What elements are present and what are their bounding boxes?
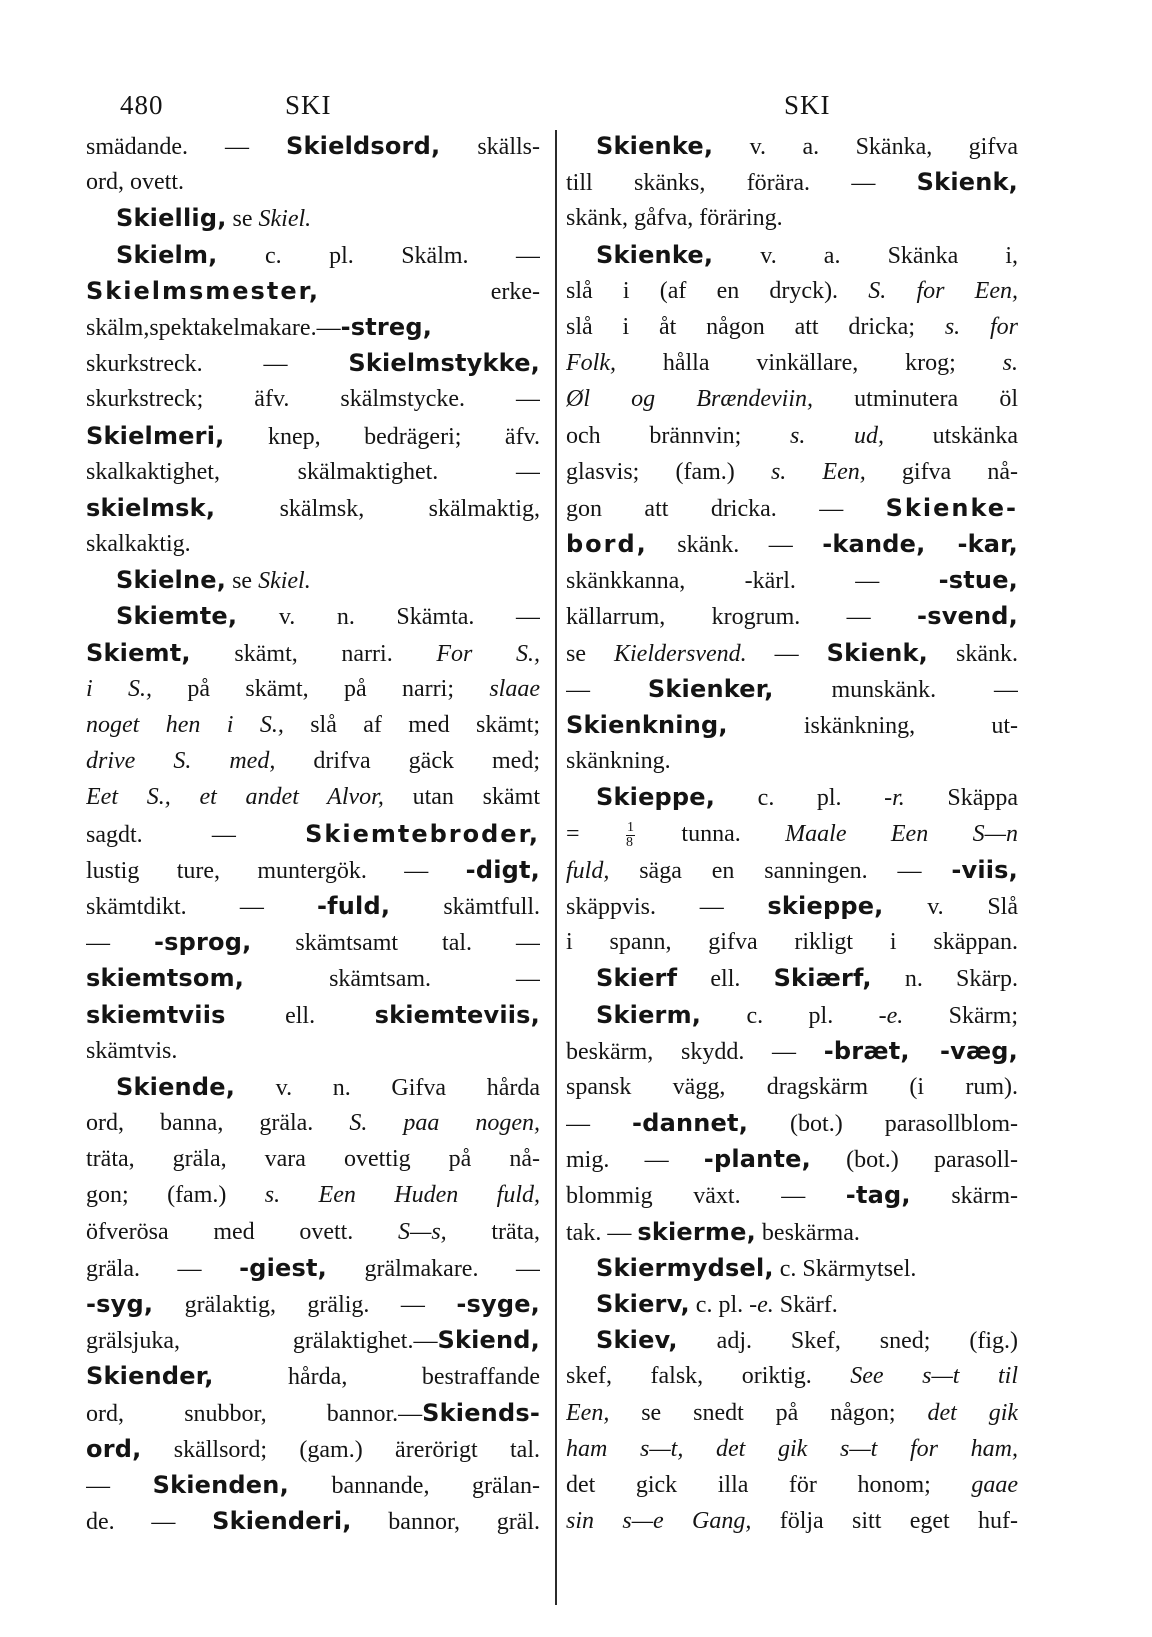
text-line: Skielm, c. pl. Skälm. — bbox=[116, 240, 540, 269]
text-line: Skiellig, se Skiel. bbox=[116, 204, 312, 233]
text-line: skurkstreck. — Skielmstykke, bbox=[86, 349, 540, 378]
text-line: Skielne, se Skiel. bbox=[116, 566, 311, 595]
text-line: -syg, grälaktig, grälig. — -syge, bbox=[86, 1290, 540, 1318]
text-line: Skielmeri, knep, bedrägeri; äfv. bbox=[86, 421, 540, 450]
text-line: skalkaktig. bbox=[86, 531, 191, 558]
text-line: grälsjuka, grälaktighet.—Skiend, bbox=[86, 1326, 540, 1355]
text-line: Skienke, v. a. Skänka i, bbox=[596, 240, 1018, 269]
text-line: tak. — skierme, beskärma. bbox=[566, 1217, 860, 1246]
text-line: i spann, gifva rikligt i skäppan. bbox=[566, 929, 1018, 956]
text-line: skämtvis. bbox=[86, 1037, 178, 1064]
text-line: Eet S., et andet Alvor, utan skämt bbox=[86, 784, 540, 811]
text-line: Folk, hålla vinkällare, krog; s. bbox=[566, 350, 1018, 377]
text-line: skänkning. bbox=[566, 748, 671, 775]
text-line: lustig ture, muntergök. — -digt, bbox=[86, 855, 540, 884]
text-line: slå i (af en dryck). S. for Een, bbox=[566, 277, 1018, 304]
text-line: fuld, säga en sanningen. — -viis, bbox=[566, 855, 1018, 884]
right-column bbox=[566, 128, 1018, 1539]
text-line: — Skienker, munskänk. — bbox=[566, 674, 1018, 703]
text-line: ord, skällsord; (gam.) ärerörigt tal. bbox=[86, 1434, 540, 1463]
text-line: Skienke, v. a. Skänka, gifva bbox=[596, 132, 1018, 160]
running-head-left: SKI bbox=[285, 90, 332, 120]
text-line: — -dannet, (bot.) parasollblom- bbox=[566, 1109, 1018, 1138]
text-line: ord, snubbor, bannor.—Skiends- bbox=[86, 1398, 540, 1427]
text-line: spansk vägg, dragskärm (i rum). bbox=[566, 1073, 1018, 1100]
text-line: = $\frac{1}{8}$ tunna. Maale Een S—n bbox=[566, 819, 1018, 850]
text-line: Skierf ell. Skiærf, n. Skärp. bbox=[596, 964, 1018, 993]
text-line: mig. — -plante, (bot.) parasoll- bbox=[566, 1145, 1018, 1174]
text-line: gon; (fam.) s. Een Huden fuld, bbox=[86, 1182, 540, 1209]
text-line: de. — Skienderi, bannor, gräl. bbox=[86, 1507, 540, 1536]
text-line: blommig växt. — -tag, skärm- bbox=[566, 1181, 1018, 1210]
text-line: skiemtsom, skämtsam. — bbox=[86, 964, 540, 993]
text-line: skurkstreck; äfv. skälmstycke. — bbox=[86, 386, 540, 413]
text-line: smädande. — Skieldsord, skälls- bbox=[86, 132, 540, 160]
text-line: skänk, gåfva, föräring. bbox=[566, 205, 783, 232]
text-line: Skiende, v. n. Gifva hårda bbox=[116, 1072, 540, 1101]
text-line: skänkkanna, -kärl. — -stue, bbox=[566, 566, 1018, 595]
text-line: sin s—e Gang, följa sitt eget huf- bbox=[566, 1508, 1018, 1535]
text-line: ham s—t, det gik s—t for ham, bbox=[566, 1435, 1018, 1462]
text-line: bord, skänk. — -kande, -kar, bbox=[566, 530, 1018, 559]
text-line: Skiemt, skämt, narri. For S., bbox=[86, 638, 540, 667]
text-line: noget hen i S., slå af med skämt; bbox=[86, 712, 540, 738]
text-line: sagdt. — Skiemtebroder, bbox=[86, 819, 540, 848]
text-line: Øl og Brændeviin, utminutera öl bbox=[566, 386, 1018, 413]
text-line: i S., på skämt, på narri; slaae bbox=[86, 675, 540, 702]
text-line: slå i åt någon att dricka; s. for bbox=[566, 313, 1018, 340]
running-head-right: SKI bbox=[784, 90, 831, 120]
text-line: skiemtviis ell. skiemteviis, bbox=[86, 1000, 540, 1029]
text-line: se Kieldersvend. — Skienk, skänk. bbox=[566, 638, 1018, 667]
text-line: — Skienden, bannande, grälan- bbox=[86, 1470, 540, 1499]
text-line: Skielmsmester, erke- bbox=[86, 276, 540, 305]
one-eighth-fraction: $\frac{1}{8}$ bbox=[625, 819, 634, 850]
text-line: Skieppe, c. pl. -r. Skäppa bbox=[596, 783, 1018, 812]
text-line: det gick illa för honom; gaae bbox=[566, 1471, 1018, 1498]
text-line: glasvis; (fam.) s. Een, gifva nå- bbox=[566, 458, 1018, 485]
text-line: skielmsk, skälmsk, skälmaktig, bbox=[86, 493, 540, 522]
text-line: till skänks, förära. — Skienk, bbox=[566, 168, 1018, 197]
text-line: skef, falsk, oriktig. See s—t til bbox=[566, 1363, 1018, 1390]
text-line: Skiermydsel, c. Skärmytsel. bbox=[596, 1253, 917, 1282]
column-divider bbox=[555, 130, 557, 1605]
text-line: öfverösa med ovett. S—s, träta, bbox=[86, 1218, 540, 1245]
text-line: källarrum, krogrum. — -svend, bbox=[566, 602, 1018, 631]
text-line: skäppvis. — skieppe, v. Slå bbox=[566, 891, 1018, 920]
text-line: Skierv, c. pl. -e. Skärf. bbox=[596, 1290, 838, 1318]
left-column bbox=[86, 128, 540, 1539]
text-line: Skiev, adj. Skef, sned; (fig.) bbox=[596, 1326, 1018, 1355]
text-line: — -sprog, skämtsamt tal. — bbox=[86, 928, 540, 957]
text-line: Een, se snedt på någon; det gik bbox=[566, 1399, 1018, 1426]
text-line: Skiender, hårda, bestraffande bbox=[86, 1362, 540, 1391]
text-line: gräla. — -giest, grälmakare. — bbox=[86, 1253, 540, 1282]
page-number: 480 bbox=[120, 90, 164, 120]
text-line: ord, banna, gräla. S. paa nogen, bbox=[86, 1110, 540, 1137]
text-line: skämtdikt. — -fuld, skämtfull. bbox=[86, 891, 540, 920]
text-line: och brännvin; s. ud, utskänka bbox=[566, 422, 1018, 449]
text-line: Skierm, c. pl. -e. Skärm; bbox=[596, 1000, 1018, 1029]
text-line: träta, gräla, vara ovettig på nå- bbox=[86, 1146, 540, 1173]
text-line: ord, ovett. bbox=[86, 169, 184, 196]
text-line: Skienkning, iskänkning, ut- bbox=[566, 711, 1018, 739]
text-line: beskärm, skydd. — -bræt, -væg, bbox=[566, 1036, 1018, 1065]
text-line: skalkaktighet, skälmaktighet. — bbox=[86, 458, 540, 485]
text-line: Skiemte, v. n. Skämta. — bbox=[116, 602, 540, 631]
text-line: skälm,spektakelmakare.—-streg, bbox=[86, 312, 433, 341]
text-line: drive S. med, drifva gäck med; bbox=[86, 748, 540, 775]
text-line: gon att dricka. — Skienke- bbox=[566, 493, 1018, 522]
